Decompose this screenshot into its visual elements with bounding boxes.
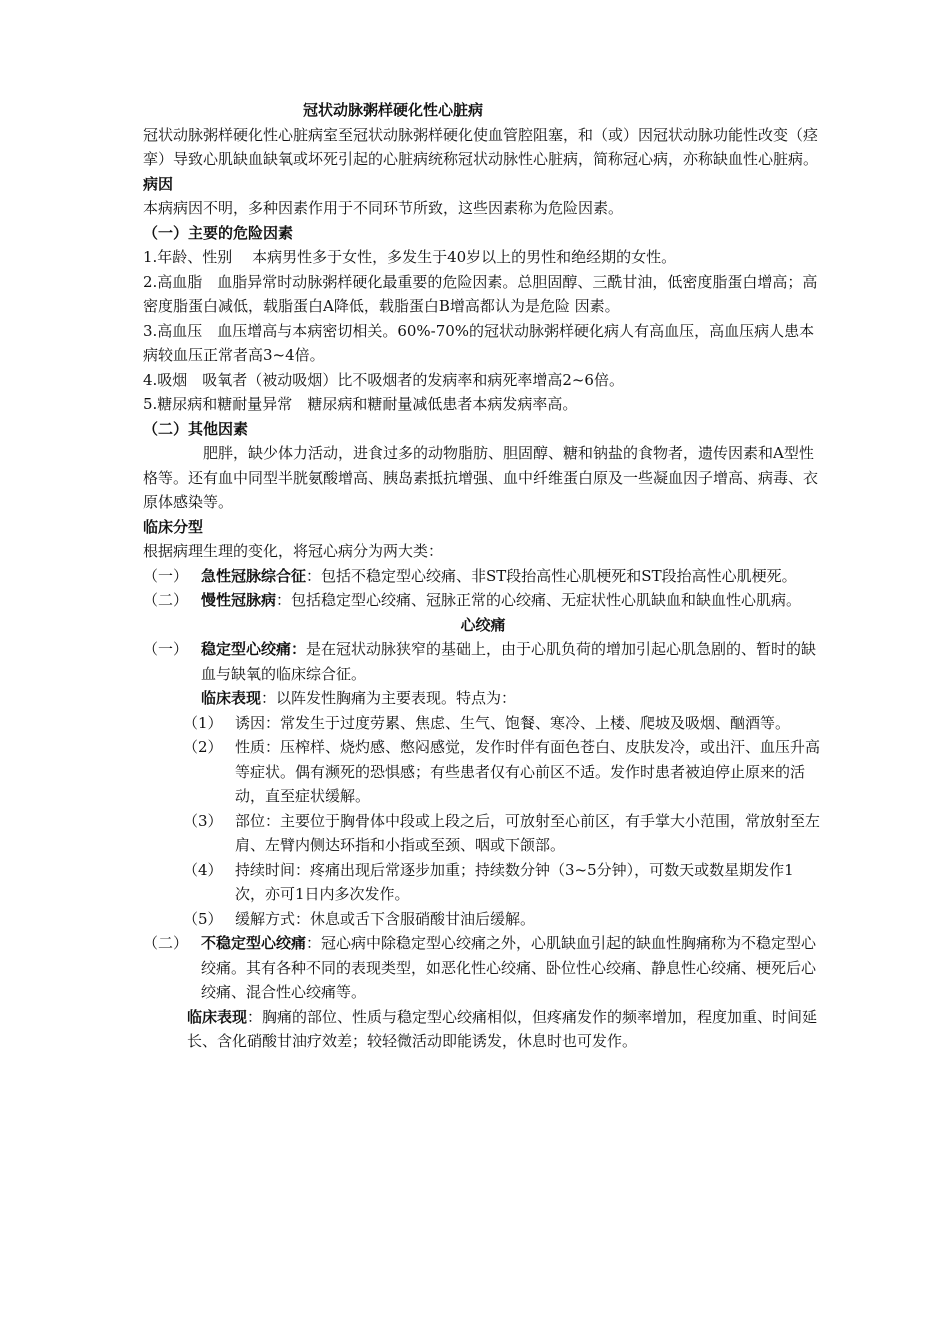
classification-text: 根据病理生理的变化，将冠心病分为两大类： (143, 542, 444, 560)
feature-item (143, 809, 823, 858)
risk-item: 3.高血压 血压增高与本病密切相关。60%-70%的冠状动脉粥样硬化病人有高血压，高血压病人患本病较血压正常者高3~4倍。 (143, 321, 815, 364)
feature-text: 缓解方式：休息或舌下含服硝酸甘油后缓解。 (235, 909, 536, 928)
feature-number: （2） (183, 738, 223, 756)
intro-paragraph: 冠状动脉粥样硬化性心脏病室至冠状动脉粥样硬化使血管腔阻塞，和（或）因冠状动脉功能性改变（痉挛）导致心肌缺血缺氧或坏死引起的心脏病统称冠状动脉性心脏病，简称冠心病，亦称缺血性心脏病。 (143, 125, 819, 168)
feature-text: 诱因：常发生于过度劳累、焦虑、生气、饱餐、寒冷、上楼、爬坡及吸烟、酗酒等。 (235, 713, 791, 732)
item-term: 稳定型心绞痛： (201, 640, 307, 658)
risk-item: 2.高血脂 血脂异常时动脉粥样硬化最重要的危险因素。总胆固醇、三酰甘油，低密度脂蛋白增高；高密度脂蛋白减低，载脂蛋白A降低，载脂蛋白B增高都认为是危险 因素。 (143, 272, 818, 315)
feature-number: （1） (183, 713, 223, 732)
other-factors-text: 肥胖，缺少体力活动，进食过多的动物脂肪、胆固醇、糖和钠盐的食物者，遗传因素和A型性格等。还有血中同型半胱氨酸增高、胰岛素抵抗增强、血中纤维蛋白原及一些凝血因子增高、病毒、衣原体感染等。 (143, 444, 819, 511)
item-desc: ：冠心病中除稳定型心绞痛之外，心肌缺血引起的缺血性胸痛称为不稳定型心绞痛。其有各种不同的表现类型，如恶化性心绞痛、卧位性心绞痛、静息性心绞痛、梗死后心绞痛、混合性心绞痛等。 (201, 934, 817, 1001)
etiology-text: 本病病因不明，多种因素作用于不同环节所致，这些因素称为危险因素。 (143, 199, 624, 217)
item-number: （二） (143, 591, 189, 609)
feature-text: 持续时间：疼痛出现后常逐步加重；持续数分钟（3~5分钟），可数天或数星期发作1次，亦可1日内多次发作。 (235, 860, 794, 903)
feature-number: （3） (183, 811, 223, 830)
feature-item (143, 735, 823, 809)
angina-heading: 心绞痛 (460, 615, 506, 634)
unstable-angina-item (143, 931, 823, 1005)
feature-text: 部位：主要位于胸骨体中段或上段之后，可放射至心前区，有手掌大小范围，常放射至左肩、左臂内侧达环指和小指或至颈、咽或下颌部。 (235, 811, 821, 854)
etiology-heading: 病因 (143, 174, 174, 193)
feature-item (143, 907, 823, 932)
stable-angina-item (143, 637, 823, 686)
other-factors-heading: （二）其他因素 (143, 419, 249, 438)
item-number: （一） (143, 566, 189, 585)
item-desc: ：包括稳定型心绞痛、冠脉正常的心绞痛、无症状性心肌缺血和缺血性心肌病。 (276, 591, 802, 609)
item-desc: ：包括不稳定型心绞痛、非ST段抬高性心肌梗死和ST段抬高性心肌梗死。 (306, 566, 797, 585)
unstable-clinical-line (143, 1005, 823, 1054)
item-term: 慢性冠脉病 (201, 591, 277, 609)
document-title: 冠状动脉粥样硬化性心脏病 (303, 101, 484, 119)
item-number: （二） (143, 934, 189, 952)
risk-item: 5.糖尿病和糖耐量异常 糖尿病和糖耐量减低患者本病发病率高。 (143, 395, 578, 413)
classification-heading: 临床分型 (143, 517, 204, 536)
feature-text: 性质：压榨样、烧灼感、憋闷感觉，发作时伴有面色苍白、皮肤发冷，或出汗、血压升高等症状。偶有濒死的恐惧感；有些患者仅有心前区不适。发作时患者被迫停止原来的活动，直至症状缓解。 (235, 738, 821, 805)
item-term: 急性冠脉综合征 (201, 566, 307, 585)
item-desc: 是在冠状动脉狭窄的基础上，由于心肌负荷的增加引起心肌急剧的、暂时的缺血与缺氧的临床综合征。 (201, 640, 817, 683)
clinical-label: 临床表现 (201, 689, 262, 707)
item-term: 不稳定型心绞痛 (201, 934, 307, 952)
risk-item: 4.吸烟 吸氧者（被动吸烟）比不吸烟者的发病率和病死率增高2~6倍。 (143, 370, 624, 389)
feature-item (143, 711, 823, 736)
risk-item: 1.年龄、性别 本病男性多于女性，多发生于40岁以上的男性和绝经期的女性。 (143, 248, 677, 266)
stable-clinical-line (143, 686, 823, 711)
item-number: （一） (143, 640, 189, 658)
clinical-label: 临床表现 (187, 1007, 248, 1026)
clinical-text: ：胸痛的部位、性质与稳定型心绞痛相似，但疼痛发作的频率增加，程度加重、时间延长、含化硝酸甘油疗效差；较轻微活动即能诱发，休息时也可发作。 (187, 1007, 818, 1050)
clinical-text: ：以阵发性胸痛为主要表现。特点为： (261, 689, 517, 707)
feature-item (143, 858, 823, 907)
feature-number: （4） (183, 860, 223, 879)
document-page (143, 98, 823, 1054)
feature-number: （5） (183, 909, 223, 928)
main-risk-heading: （一）主要的危险因素 (143, 223, 294, 242)
classification-item (143, 564, 823, 589)
classification-item (143, 588, 823, 613)
